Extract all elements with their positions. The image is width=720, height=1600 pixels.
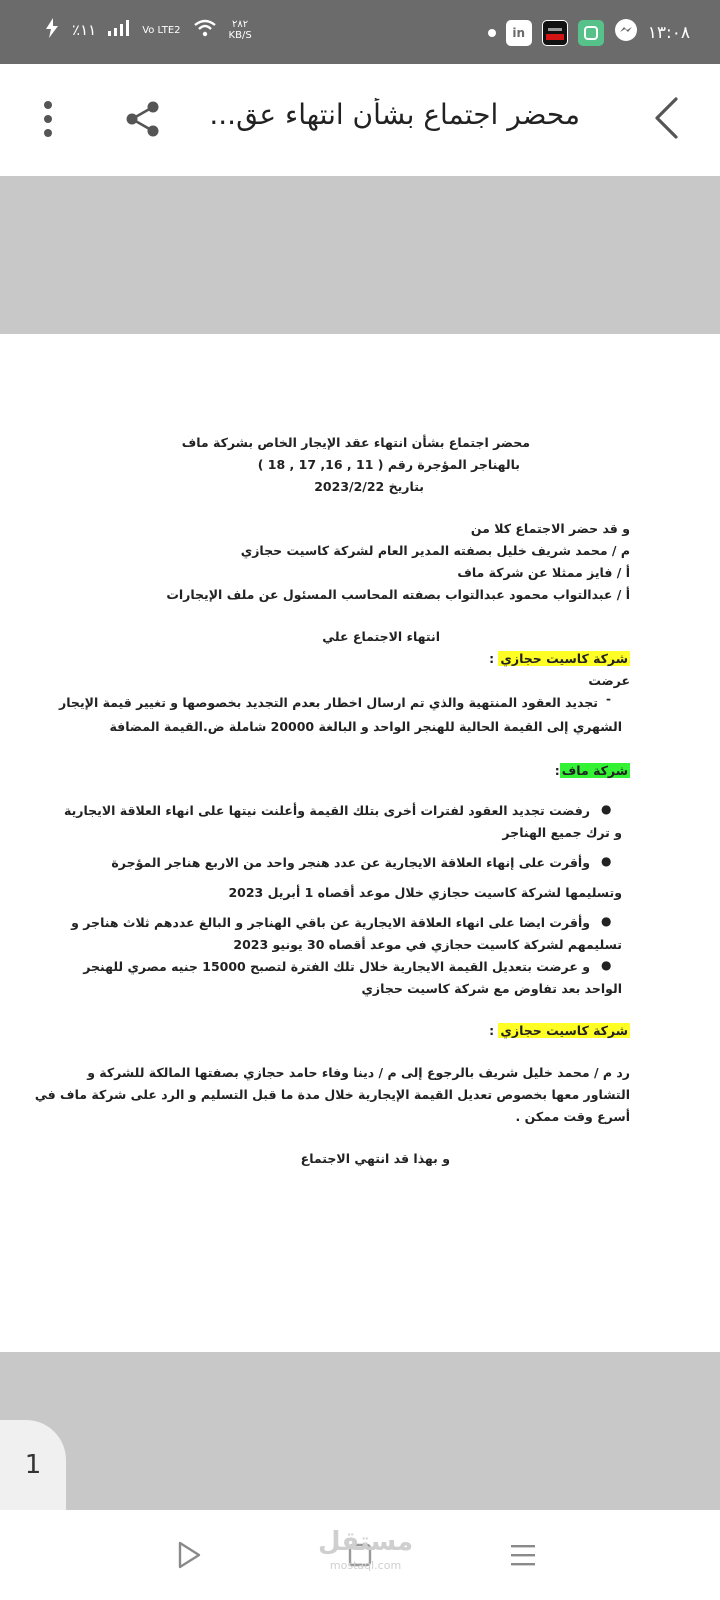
charging-icon (44, 18, 60, 42)
bullet-1-marker: ● (601, 802, 612, 816)
status-bar (0, 0, 720, 64)
section-1-dash: - (606, 692, 611, 706)
share-button[interactable] (118, 96, 168, 146)
more-vertical-icon (43, 100, 53, 142)
watermark-sub: mostaql.com (329, 1559, 402, 1572)
section-3-heading (489, 1020, 630, 1042)
messenger-icon (614, 18, 638, 47)
heading-line-2: بالهناجر المؤجرة رقم ( 11 , 16, 17 , 18 ) (257, 457, 520, 472)
section-3-title: شركة كاسيت حجازي (500, 1023, 628, 1038)
section-1-line-2: الشهري إلى القيمة الحالية للهنجر الواحد و البالغة 20000 شاملة ض.القيمة المضافة (109, 719, 622, 734)
bullet-1-line-1: رفضت تجديد العقود لفترات أخرى بتلك القيمة وأعلنت نيتها على انهاء العلاقة الايجارية (63, 803, 590, 818)
bullet-4-marker: ● (601, 958, 612, 972)
section-1-title: شركة كاسيت حجازي (500, 651, 628, 666)
network-speed-value: ٢٨٢ (232, 19, 249, 30)
section-1-heading (489, 648, 630, 670)
share-icon (123, 99, 163, 143)
chevron-left-icon (652, 96, 680, 144)
network-speed-unit: KB/S (228, 30, 252, 41)
reply-line-3: أسرع وقت ممكن . (515, 1109, 630, 1124)
bullet-1-line-2: و ترك جميع الهناجر (502, 825, 622, 840)
bullet-3-line-2: تسليمهم لشركة كاسيت حجازي في موعد أقصاه 30 يونيو 2023 (233, 937, 622, 952)
section-2-colon: : (554, 763, 560, 778)
bullet-2-line-1: وأقرت على إنهاء العلاقة الايجارية عن عدد هنجر واحد من الاربع هناجر المؤجرة (111, 855, 590, 870)
document-title: محضر اجتماع بشأن انتهاء عق... (209, 98, 580, 131)
more-options-button[interactable] (30, 96, 66, 146)
app-icon (578, 20, 604, 46)
bullet-3-marker: ● (601, 914, 612, 928)
section-1-line-1: تجديد العقود المنتهية والذي تم ارسال اخطار بعدم التجديد بخصوصها و تغيير قيمة الإيجار (59, 695, 598, 710)
watermark-logo (318, 1527, 414, 1578)
battery-text: ٪١١ (72, 21, 97, 39)
section-1-sub: عرضت (588, 673, 630, 688)
back-button[interactable] (642, 94, 690, 146)
play-icon (175, 1540, 203, 1574)
bullet-2-marker: ● (601, 854, 612, 868)
status-bar-right (488, 18, 690, 47)
clock: ١٣:٠٨ (647, 22, 690, 43)
menu-icon (510, 1543, 536, 1571)
watermark-text: مستقل (318, 1527, 414, 1557)
status-bar-left (44, 18, 252, 42)
section-3-colon: : (489, 1023, 499, 1038)
attendee-1: م / محمد شريف خليل بصفته المدير العام لشركة كاسيت حجازي (240, 543, 630, 558)
network-speed (229, 19, 252, 41)
notification-dot (488, 29, 496, 37)
attendee-3: أ / عبدالتواب محمود عبدالتواب بصفته المحاسب المسئول عن ملف الإيجارات (166, 587, 630, 602)
section-2-title: شركة ماف (561, 763, 628, 778)
app-bar (0, 64, 720, 176)
bullet-2-line-2: وتسليمها لشركة كاسيت حجازي خلال موعد أقصاه 1 أبريل 2023 (228, 885, 622, 900)
conclusion-title: انتهاء الاجتماع علي (322, 629, 440, 644)
closing-line: و بهذا قد انتهي الاجتماع (300, 1151, 450, 1166)
bottom-toolbar (0, 1510, 720, 1600)
section-1-colon: : (489, 651, 499, 666)
heading-line-1: محضر اجتماع بشأن انتهاء عقد الإيجار الخاص بشركة ماف (181, 435, 530, 450)
linkedin-icon: in (506, 20, 532, 46)
bullet-4-line-2: الواحد بعد تفاوض مع شركة كاسيت حجازي (361, 981, 622, 996)
attendee-2: أ / فايز ممثلا عن شركة ماف (457, 565, 630, 580)
news-icon (542, 20, 568, 46)
play-button[interactable] (164, 1532, 214, 1582)
reply-line-1: رد م / محمد خليل شريف بالرجوع إلى م / دينا وفاء حامد حجازي بصفتها المالكة للشركة و (87, 1065, 630, 1080)
bullet-3-line-1: وأقرت ايضا على انهاء العلاقة الايجارية عن باقي الهناجر و البالغ عددهم ثلاث هناجر و (71, 915, 590, 930)
attendees-intro: و قد حضر الاجتماع كلا من (470, 521, 630, 536)
signal-icon (108, 20, 130, 40)
heading-line-3: بتاريخ 2023/2/22 (314, 479, 424, 494)
wifi-icon (193, 19, 217, 41)
menu-button[interactable] (498, 1532, 548, 1582)
section-2-heading (555, 760, 630, 782)
bullet-4-line-1: و عرضت بتعديل القيمة الايجارية خلال تلك الفترة لتصبح 15000 جنيه مصري للهنجر (83, 959, 590, 974)
reply-line-2: التشاور معها بخصوص تعديل القيمة الإيجارية خلال مدة ما قبل التسليم و الرد على شركة ماف في (34, 1087, 630, 1102)
page-number-indicator: 1 (0, 1420, 66, 1510)
network-type: Vo LTE2 (142, 24, 181, 36)
document-page[interactable] (0, 334, 720, 1352)
